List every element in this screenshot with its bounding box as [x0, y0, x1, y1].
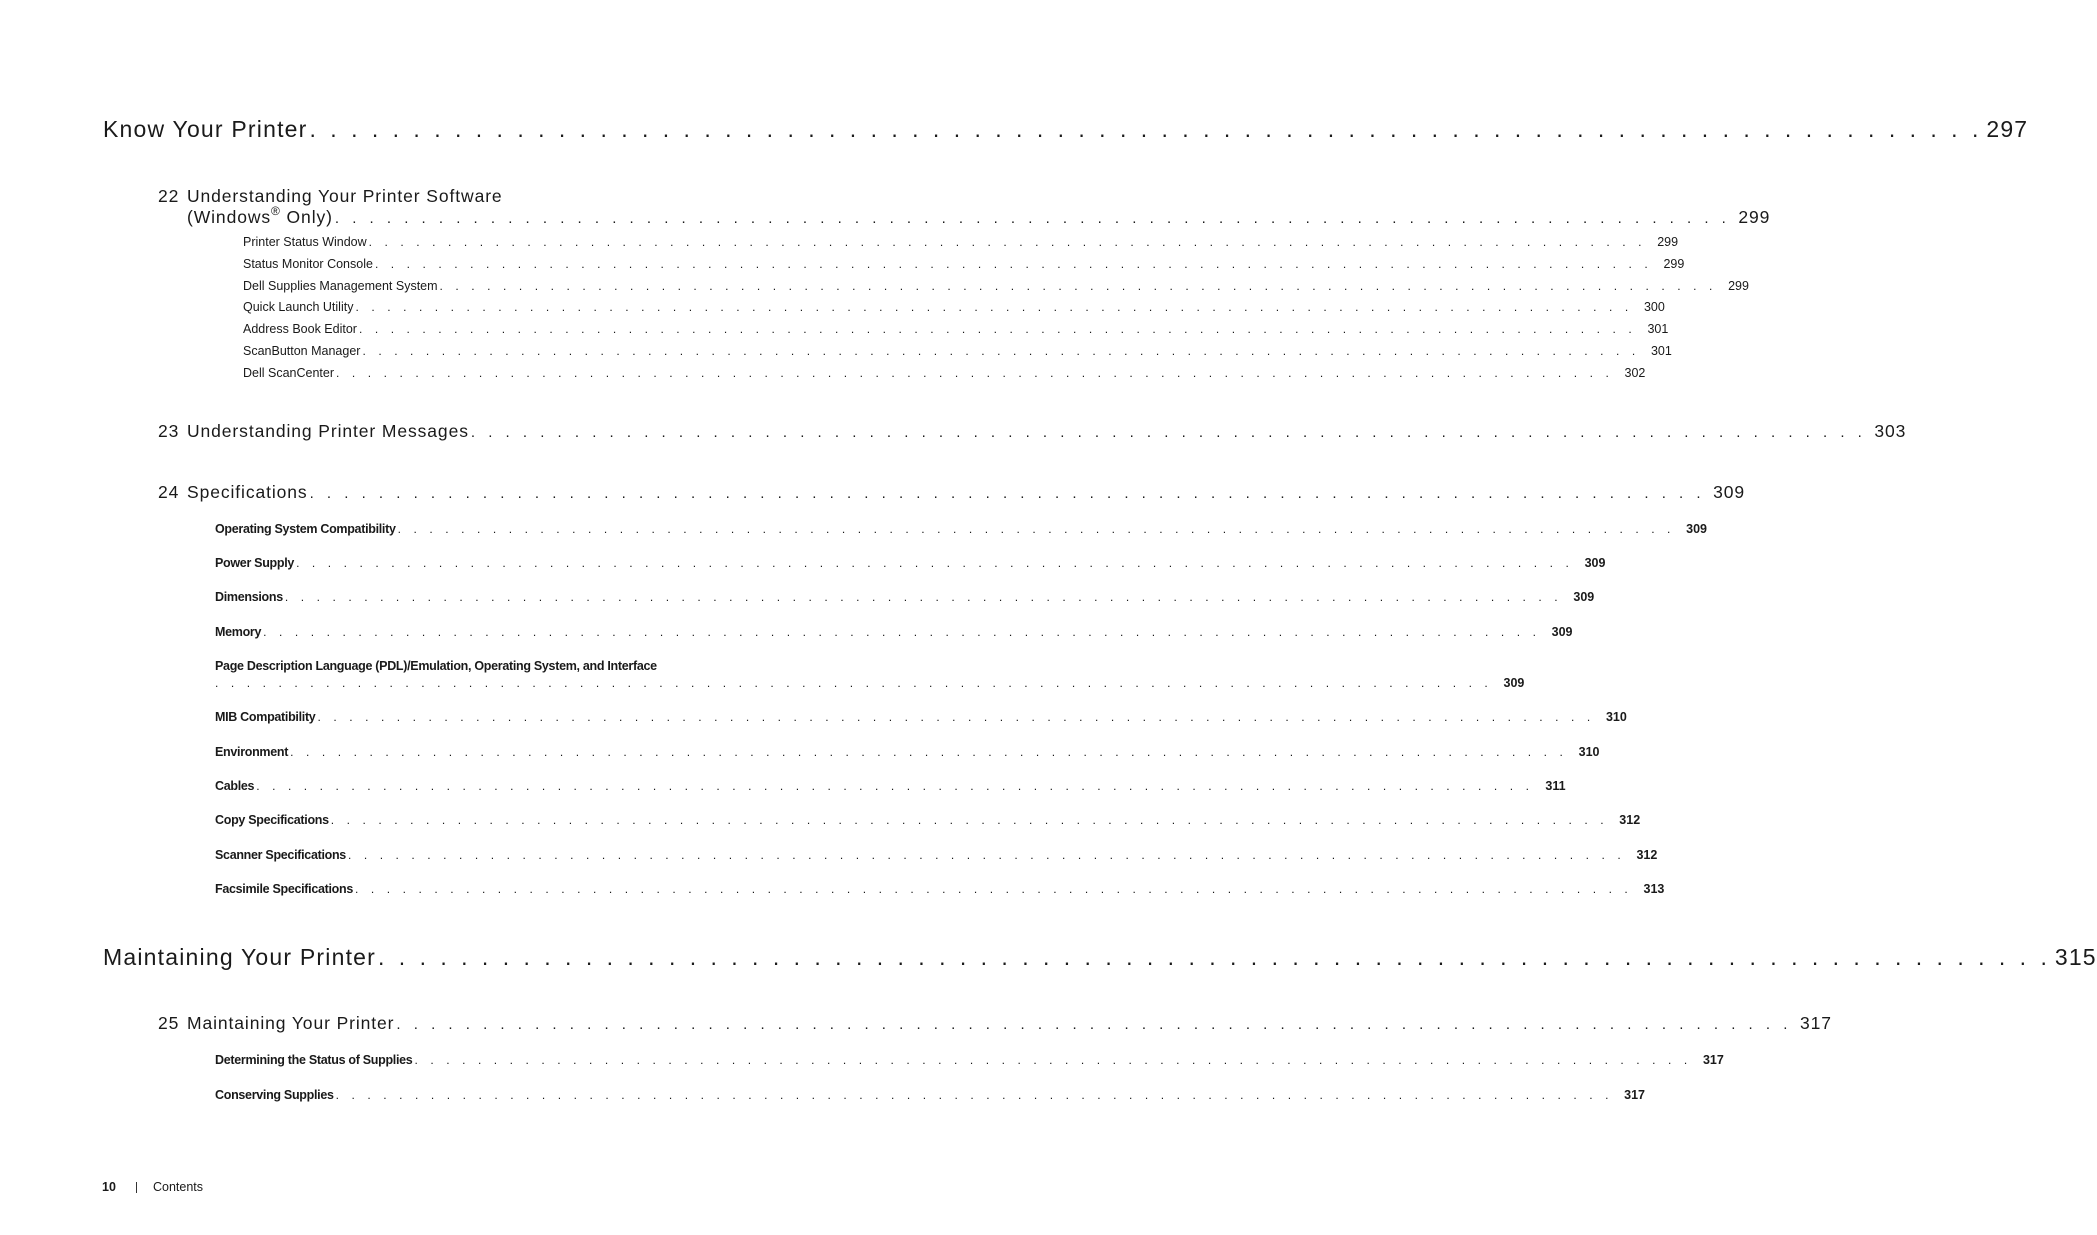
toc-page-number: 312 [1636, 848, 1658, 862]
toc-leader: . . . . . . . . . . . . . . . . . . . . . . . . . . . . . . . . . . . . . . . . . . . . . . . . . . . . . . . . . . . . . . . . . . . . . . . . . . . . . . . . . [284, 590, 1563, 604]
toc-leader: . . . . . . . . . . . . . . . . . . . . . . . . . . . . . . . . . . . . . . . . . . . . . . . . . . . . . . . . . . . . . . . . . . . . . . . . . . . . . . . . . [358, 322, 1637, 336]
toc-leader: . . . . . . . . . . . . . . . . . . . . . . . . . . . . . . . . . . . . . . . . . . . . . . . . . . . . . . . . . . . . . . . . . . . . . . . . . . . . . . . . . [362, 344, 1640, 358]
toc-leader: . . . . . . . . . . . . . . . . . . . . . . . . . . . . . . . . . . . . . . . . . . . . . . . . . . . . . . . . . . . . . . . . . . . . . . . . . . . . . . . . . [397, 522, 1675, 536]
toc-page-number: 309 [1584, 556, 1606, 570]
footer-page-number: 10 [102, 1180, 116, 1194]
toc-part-maintaining-your-printer[interactable] [103, 944, 2097, 984]
toc-page-number: 302 [1624, 366, 1646, 380]
toc-entry-title: MIB Compatibility [215, 710, 316, 724]
toc-entry[interactable] [243, 300, 1665, 314]
toc-leader: . . . . . . . . . . . . . . . . . . . . . . . . . . . . . . . . . . . . . . . . . . . . . . . . . . . . . . . . . . . . . . . . . . . . . . . . . . . . . . . . . [470, 424, 1867, 441]
toc-part-know-your-printer[interactable] [103, 116, 2029, 156]
toc-leader: . . . . . . . . . . . . . . . . . . . . . . . . . . . . . . . . . . . . . . . . . . . . . . . . . . . . . . . . . . . . . . . . . . . . . . . . . . . . . . . . . [317, 710, 1595, 724]
toc-page-number: 313 [1643, 882, 1665, 896]
toc-entry[interactable] [215, 882, 1665, 896]
toc-chapter-25[interactable] [158, 1013, 1832, 1034]
toc-page-number: 310 [1578, 745, 1600, 759]
toc-entry-title: Conserving Supplies [215, 1088, 334, 1102]
toc-entry-title: Environment [215, 745, 289, 759]
toc-entry-title: Power Supply [215, 556, 295, 570]
toc-entry[interactable] [215, 556, 1606, 570]
toc-entry[interactable] [243, 344, 1672, 358]
toc-entry[interactable] [215, 779, 1566, 793]
registered-mark: ® [271, 204, 281, 218]
chapter-number: 25 [158, 1013, 180, 1033]
toc-leader: . . . . . . . . . . . . . . . . . . . . . . . . . . . . . . . . . . . . . . . . . . . . . . . . . . . . . . . . . . . . . . . . . . . . . . . . . . . . . . . . . [335, 1088, 1614, 1102]
toc-leader: . . . . . . . . . . . . . . . . . . . . . . . . . . . . . . . . . . . . . . . . . . . . . . . . . . . . . . . . . . . . . . . . . . . . . . . . . . . . . . . . . [263, 625, 1541, 639]
toc-entry-title: Cables [215, 779, 255, 793]
toc-page-number: 309 [1686, 522, 1707, 536]
toc-page-number: 317 [1799, 1013, 1832, 1033]
toc-entry-title: Operating System Compatibility [215, 522, 396, 536]
toc-chapter-22-line1[interactable] [158, 186, 693, 207]
toc-entry[interactable] [215, 1088, 1646, 1102]
toc-page-number: 309 [1503, 676, 1525, 690]
toc-entry-title: Copy Specifications [215, 813, 329, 827]
toc-page-number: 317 [1624, 1088, 1646, 1102]
toc-page-number: 309 [1713, 482, 1746, 502]
toc-leader: . . . . . . . . . . . . . . . . . . . . . . . . . . . . . . . . . . . . . . . . . . . . . . . . . . . . . . . . . . . . . . . . . . . . . . . . . . . . . . . . . [374, 257, 1653, 271]
toc-entry-title: ScanButton Manager [243, 344, 361, 358]
toc-entry-title-multiline[interactable]: Page Description Language (PDL)/Emulation, Operating System, and Interface [215, 659, 657, 673]
toc-page-number: 309 [1551, 625, 1573, 639]
toc-leader: . . . . . . . . . . . . . . . . . . . . . . . . . . . . . . . . . . . . . . . . . . . . . . . . . . . . . . . . . . . . . . . . . . . . . . . . . . . . . . . . . [368, 235, 1647, 249]
toc-entry-title: Dell Supplies Management System [243, 279, 438, 293]
toc-entry[interactable] [215, 1053, 1724, 1067]
toc-page-number: 301 [1647, 322, 1669, 336]
toc-entry[interactable] [243, 235, 1679, 249]
toc-leader: . . . . . . . . . . . . . . . . . . . . . . . . . . . . . . . . . . . . . . . . . . . . . . . . . . . . . . . . . . . . . . . . . . . . . . . . . . . . . . . . . [309, 116, 1983, 142]
toc-leader: . . . . . . . . . . . . . . . . . . . . . . . . . . . . . . . . . . . . . . . . . . . . . . . . . . . . . . . . . . . . . . . . . . . . . . . . . . . . . . . . . [355, 882, 1633, 896]
toc-entry[interactable] [215, 813, 1641, 827]
toc-leader: . . . . . . . . . . . . . . . . . . . . . . . . . . . . . . . . . . . . . . . . . . . . . . . . . . . . . . . . . . . . . . . . . . . . . . . . . . . . . . . . . [347, 848, 1626, 862]
toc-chapter-22-line2[interactable] [187, 204, 1771, 228]
toc-page-number: 299 [1663, 257, 1685, 271]
toc-entry-title: Address Book Editor [243, 322, 357, 336]
page-footer [102, 1180, 203, 1194]
toc-entry[interactable] [215, 745, 1600, 759]
toc-entry-title: Facsimile Specifications [215, 882, 353, 896]
chapter-heading [158, 421, 469, 442]
toc-page-number: 301 [1650, 344, 1672, 358]
chapter-title: Maintaining Your Printer [187, 1013, 395, 1033]
toc-entry-title: Dimensions [215, 590, 283, 604]
chapter-heading [158, 482, 308, 503]
toc-page-number: 297 [1986, 116, 2029, 142]
toc-page-number: 299 [1738, 207, 1771, 227]
toc-chapter-23[interactable] [158, 421, 1907, 442]
toc-leader: . . . . . . . . . . . . . . . . . . . . . . . . . . . . . . . . . . . . . . . . . . . . . . . . . . . . . . . . . . . . . . . . . . . . . . . . . . . . . . . . . [439, 279, 1717, 293]
toc-entry[interactable] [243, 322, 1669, 336]
toc-entry[interactable] [243, 279, 1749, 293]
toc-entry-title: Memory [215, 625, 262, 639]
toc-page-number: 300 [1643, 300, 1665, 314]
toc-entry-title: Status Monitor Console [243, 257, 373, 271]
toc-leader: . . . . . . . . . . . . . . . . . . . . . . . . . . . . . . . . . . . . . . . . . . . . . . . . . . . . . . . . . . . . . . . . . . . . . . . . . . . . . . . . . [396, 1016, 1792, 1033]
toc-leader: . . . . . . . . . . . . . . . . . . . . . . . . . . . . . . . . . . . . . . . . . . . . . . . . . . . . . . . . . . . . . . . . . . . . . . . . . . . . . . . . . [336, 366, 1614, 380]
toc-page-number: 303 [1874, 421, 1907, 441]
toc-page-number: 299 [1728, 279, 1749, 293]
chapter-title-continued: (Windows® Only) [187, 204, 333, 227]
toc-page-number: 317 [1702, 1053, 1724, 1067]
chapter-number: 23 [158, 421, 180, 441]
toc-entry-title: Determining the Status of Supplies [215, 1053, 413, 1067]
toc-leader: . . . . . . . . . . . . . . . . . . . . . . . . . . . . . . . . . . . . . . . . . . . . . . . . . . . . . . . . . . . . . . . . . . . . . . . . . . . . . . . . . [378, 944, 2051, 970]
chapter-number: 22 [158, 186, 180, 206]
toc-part-title: Maintaining Your Printer [103, 944, 377, 970]
toc-page-number: 310 [1605, 710, 1627, 724]
chapter-title: Understanding Your Printer Software [187, 186, 503, 206]
toc-page-number: 299 [1657, 235, 1679, 249]
toc-entry-title: Quick Launch Utility [243, 300, 354, 314]
toc-entry[interactable] [215, 590, 1595, 604]
toc-entry-continuation[interactable] [215, 676, 1525, 690]
chapter-number: 24 [158, 482, 180, 502]
toc-page-number: 315 [2054, 944, 2097, 970]
chapter-title: Understanding Printer Messages [187, 421, 469, 441]
toc-page-number: 311 [1545, 779, 1566, 793]
toc-entry[interactable] [243, 257, 1685, 271]
toc-leader: . . . . . . . . . . . . . . . . . . . . . . . . . . . . . . . . . . . . . . . . . . . . . . . . . . . . . . . . . . . . . . . . . . . . . . . . . . . . . . . . . [334, 210, 1731, 227]
chapter-heading [158, 1013, 394, 1034]
footer-section-label: Contents [153, 1180, 204, 1194]
toc-entry[interactable] [215, 848, 1658, 862]
toc-entry[interactable] [243, 366, 1646, 380]
toc-entry-title: Dell ScanCenter [243, 366, 335, 380]
toc-leader: . . . . . . . . . . . . . . . . . . . . . . . . . . . . . . . . . . . . . . . . . . . . . . . . . . . . . . . . . . . . . . . . . . . . . . . . . . . . . . . . . [296, 556, 1574, 570]
toc-leader: . . . . . . . . . . . . . . . . . . . . . . . . . . . . . . . . . . . . . . . . . . . . . . . . . . . . . . . . . . . . . . . . . . . . . . . . . . . . . . . . . [414, 1053, 1692, 1067]
toc-leader: . . . . . . . . . . . . . . . . . . . . . . . . . . . . . . . . . . . . . . . . . . . . . . . . . . . . . . . . . . . . . . . . . . . . . . . . . . . . . . . . . [256, 779, 1534, 793]
toc-chapter-24[interactable] [158, 482, 1746, 503]
toc-leader: . . . . . . . . . . . . . . . . . . . . . . . . . . . . . . . . . . . . . . . . . . . . . . . . . . . . . . . . . . . . . . . . . . . . . . . . . . . . . . . . . [330, 813, 1609, 827]
toc-entry[interactable] [215, 522, 1707, 536]
toc-entry-title: Printer Status Window [243, 235, 367, 249]
toc-leader: . . . . . . . . . . . . . . . . . . . . . . . . . . . . . . . . . . . . . . . . . . . . . . . . . . . . . . . . . . . . . . . . . . . . . . . . . . . . . . . . . [355, 300, 1633, 314]
toc-leader: . . . . . . . . . . . . . . . . . . . . . . . . . . . . . . . . . . . . . . . . . . . . . . . . . . . . . . . . . . . . . . . . . . . . . . . . . . . . . . . . . [215, 676, 1493, 690]
toc-entry-title: Scanner Specifications [215, 848, 346, 862]
chapter-title: Specifications [187, 482, 308, 502]
toc-leader: . . . . . . . . . . . . . . . . . . . . . . . . . . . . . . . . . . . . . . . . . . . . . . . . . . . . . . . . . . . . . . . . . . . . . . . . . . . . . . . . . [309, 485, 1706, 502]
toc-entry[interactable] [215, 625, 1573, 639]
toc-entry[interactable] [215, 710, 1627, 724]
footer-divider [136, 1182, 137, 1193]
toc-part-title: Know Your Printer [103, 116, 308, 142]
toc-page-number: 309 [1573, 590, 1595, 604]
toc-page-number: 312 [1619, 813, 1641, 827]
toc-leader: . . . . . . . . . . . . . . . . . . . . . . . . . . . . . . . . . . . . . . . . . . . . . . . . . . . . . . . . . . . . . . . . . . . . . . . . . . . . . . . . . [290, 745, 1568, 759]
